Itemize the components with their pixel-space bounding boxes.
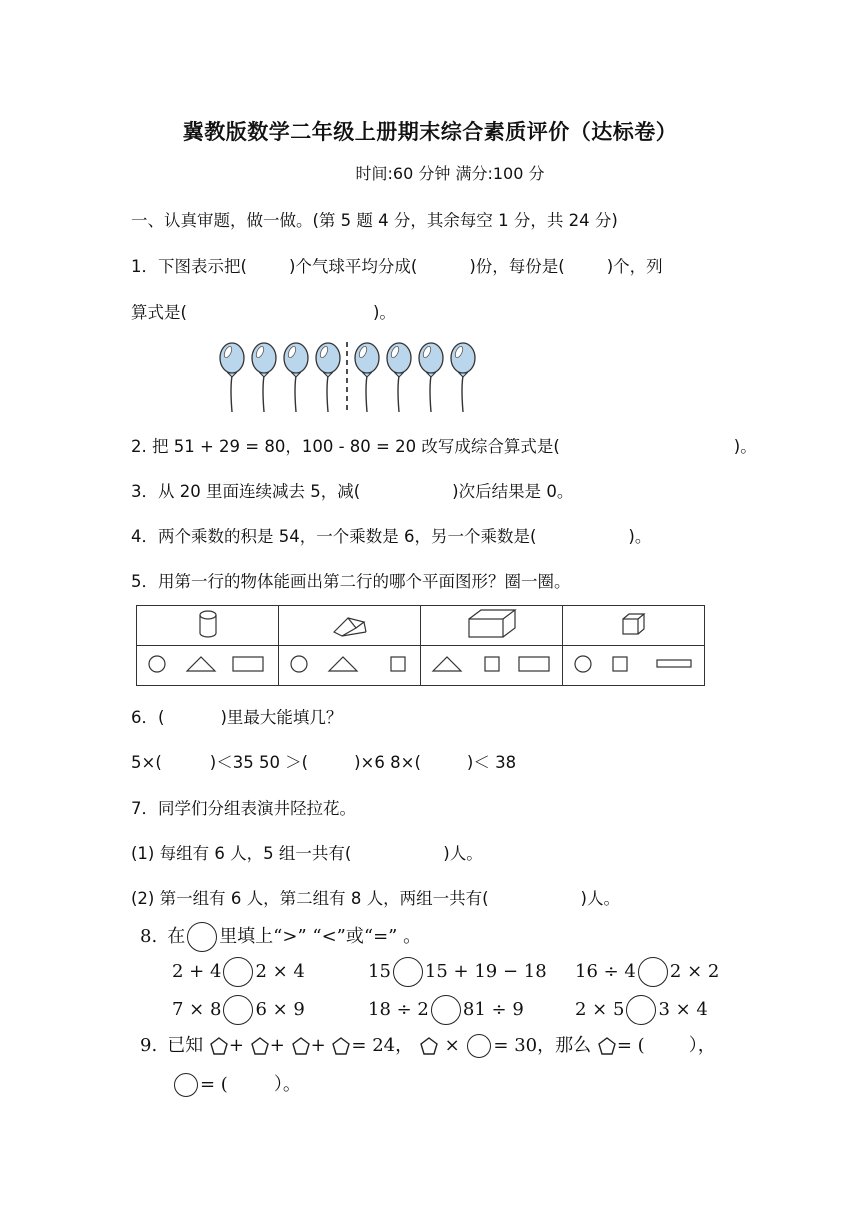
balloon — [252, 343, 276, 412]
question-8-title: 8. 在 里填上“>” “<”或“=” 。 — [140, 922, 421, 952]
triangular-prism-cell — [279, 606, 421, 646]
balloon — [220, 343, 244, 412]
triangular-prism-icon — [330, 610, 370, 638]
circle-blank-icon — [187, 922, 217, 952]
balloon — [355, 343, 379, 412]
cylinder-icon — [193, 608, 223, 640]
balloon — [284, 343, 308, 412]
question-1-line-1: 1．下图表示把( )个气球平均分成( )份，每份是( )个，列 — [131, 257, 663, 276]
compare-circle[interactable] — [393, 957, 423, 987]
balloon — [451, 343, 475, 412]
question-4: 4．两个乘数的积是 54，一个乘数是 6，另一个乘数是( )。 — [131, 527, 652, 546]
figures-circle-square-thin-rectangle — [571, 652, 696, 676]
cuboid-icon — [466, 607, 518, 641]
q8-item-2: 15 15 + 19 − 18 — [368, 957, 547, 987]
question-9-line-1: 9. 已知 + + + = 24， × = 30，那么 = ( ）， — [140, 1035, 716, 1056]
balloons-illustration — [214, 338, 484, 414]
question-7-title: 7．同学们分组表演井陉拉花。 — [131, 799, 356, 818]
question-6-title: 6．( )里最大能填几？ — [131, 708, 343, 727]
circle-icon — [467, 1034, 491, 1058]
figures-triangle-square-rectangle — [429, 652, 554, 676]
cube-cell — [563, 606, 705, 646]
exam-info: 时间:60 分钟 满分:100 分 — [355, 164, 545, 183]
pentagon-icon — [331, 1036, 351, 1056]
cuboid-cell — [421, 606, 563, 646]
q8-item-5: 18 ÷ 2 81 ÷ 9 — [368, 995, 524, 1025]
cube-icon — [620, 611, 648, 637]
figures-circle-triangle-square — [287, 652, 412, 676]
compare-circle[interactable] — [431, 995, 461, 1025]
question-5: 5．用第一行的物体能画出第二行的哪个平面图形？圈一圈。 — [131, 572, 571, 591]
compare-circle[interactable] — [223, 957, 253, 987]
figures-cell-4[interactable] — [563, 646, 705, 686]
q8-item-3: 16 ÷ 4 2 × 2 — [575, 957, 719, 987]
figures-circle-triangle-rectangle — [145, 652, 270, 676]
q8-item-6: 2 × 5 3 × 4 — [575, 995, 708, 1025]
balloon — [419, 343, 443, 412]
circle-icon — [174, 1073, 198, 1097]
objects-row — [137, 606, 705, 646]
pentagon-icon — [250, 1036, 270, 1056]
q8-item-1: 2 + 4 2 × 4 — [172, 957, 305, 987]
question-6-expressions: 5×( )＜35 50 ＞( )×6 8×( )＜ 38 — [131, 753, 517, 772]
compare-circle[interactable] — [223, 995, 253, 1025]
cylinder-cell — [137, 606, 279, 646]
pentagon-icon — [597, 1036, 617, 1056]
question-1-line-2: 算式是( )。 — [131, 303, 396, 322]
figures-cell-2[interactable] — [279, 646, 421, 686]
q8-item-4: 7 × 8 6 × 9 — [172, 995, 305, 1025]
pentagon-icon — [419, 1036, 439, 1056]
figures-cell-1[interactable] — [137, 646, 279, 686]
question-7-part-2: (2) 第一组有 6 人，第二组有 8 人，两组一共有( )人。 — [131, 889, 620, 908]
question-9-line-2: = ( ）。 — [172, 1070, 301, 1097]
page-title: 冀教版数学二年级上册期末综合素质评价（达标卷） — [182, 120, 678, 144]
balloon — [316, 343, 340, 412]
plane-figures-row — [137, 646, 705, 686]
compare-circle[interactable] — [638, 957, 668, 987]
figures-cell-3[interactable] — [421, 646, 563, 686]
pentagon-icon — [291, 1036, 311, 1056]
question-7-part-1: (1) 每组有 6 人，5 组一共有( )人。 — [131, 844, 483, 863]
balloon — [387, 343, 411, 412]
pentagon-icon — [209, 1036, 229, 1056]
question-2: 2. 把 51 + 29 = 80，100 - 80 = 20 改写成综合算式是( )。 — [131, 437, 757, 456]
shapes-table — [136, 605, 705, 686]
question-3: 3．从 20 里面连续减去 5，减( )次后结果是 0。 — [131, 482, 574, 501]
section-1-heading: 一、认真审题，做一做。(第 5 题 4 分，其余每空 1 分，共 24 分) — [131, 211, 618, 230]
compare-circle[interactable] — [626, 995, 656, 1025]
